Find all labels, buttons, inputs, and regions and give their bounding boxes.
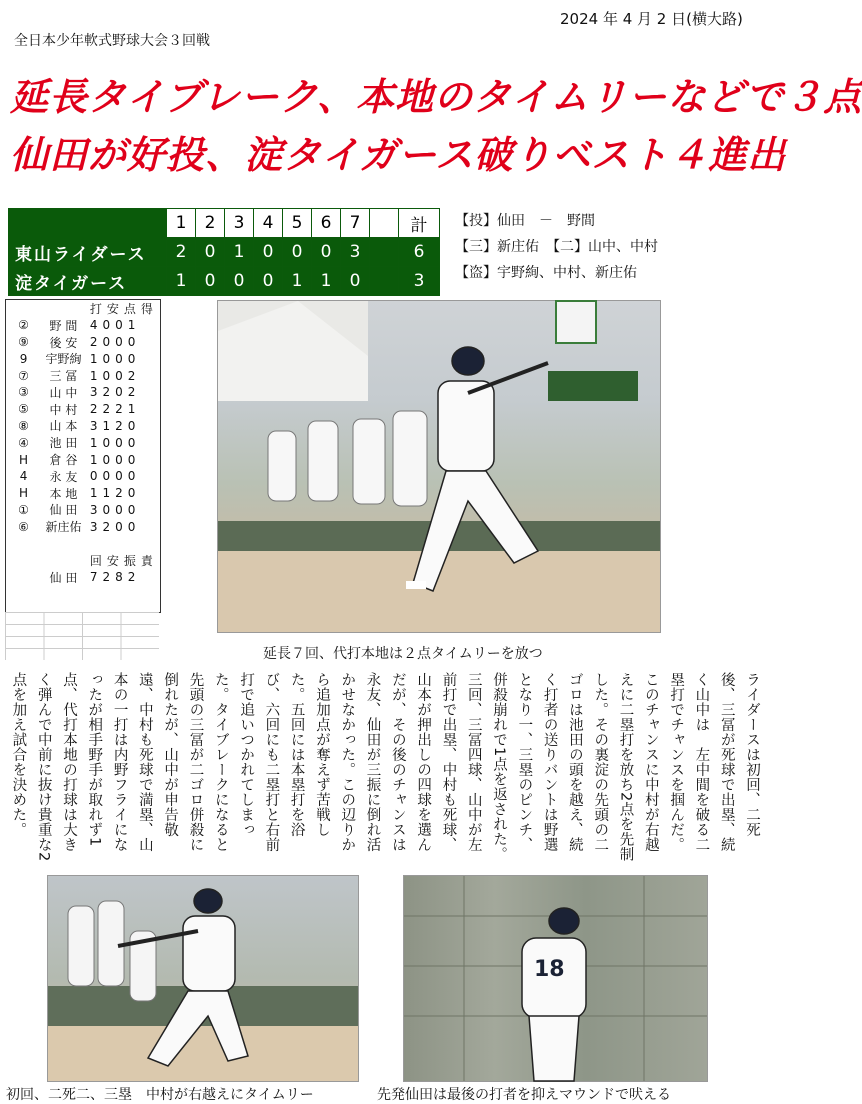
inning-runs: 0 [196, 238, 225, 267]
batter-row [6, 502, 160, 519]
inning-runs: 1 [283, 267, 312, 296]
inning-runs: 2 [167, 238, 196, 267]
batter-name: 池 田 [49, 436, 78, 451]
batter-name: 新庄佑 [45, 520, 82, 535]
batter-position: ④ [18, 435, 29, 450]
inning-header: 7 [341, 209, 370, 238]
team-row-home [9, 238, 440, 267]
team-row-away [9, 267, 440, 296]
inning-runs [370, 238, 399, 267]
batter-row [6, 468, 160, 485]
batter-name: 山 本 [49, 419, 78, 434]
batter-position: ⑤ [18, 402, 29, 417]
triples-doubles-note: 【三】新庄佑 【二】山中、中村 [455, 239, 658, 255]
batter-stats: 4001 [89, 318, 141, 333]
batter-stats: 1000 [89, 452, 141, 467]
batter-stats: 1002 [89, 368, 141, 383]
photo-illustration [404, 876, 707, 1081]
article-body: ライダースは初回、二死後、三冨が死球で出塁、続く山中は 左中間を破る二塁打でチャンスを掴んだ。このチャンスに中村が右越えに二塁打を放ち2点を先制した。その裏淀の先頭の二ゴロは池田の頭を越え、続く打者の送りバントは野選となり一、三塁のピンチ、併殺崩れで1点を返された。三回、三冨四球、山中が左前打で出塁、中村も死球、山本が押出しの四球を選んだが、その後のチャンスは永友、仙田が三振に倒れ活かせなかった。この辺りから追加点が奪えず苦戦した。五回には本塁打を浴び、六回にも二塁打と右前打で追いつかれてしまった。タイブレークになると先頭の三冨が二ゴロ併殺に倒れたが、山中が申告敬遠、中村も死球で満塁、山本の一打は内野フライになったが相手野手が取れず1点、代打本地の打球は大きく弾んで中前に抜け貴重な2点を加え試合を決めた。 [10, 672, 760, 862]
batter-stats: 0000 [89, 469, 141, 484]
batter-position: 4 [19, 469, 28, 484]
batter-position: ③ [18, 385, 29, 400]
inning-header: 4 [254, 209, 283, 238]
total-header: 計 [399, 209, 440, 238]
batter-name: 後 安 [49, 335, 78, 350]
batter-row [6, 334, 160, 351]
photo-first-inning-hit [47, 875, 359, 1082]
pitching-header-row [6, 552, 160, 569]
batter-name: 中 村 [49, 402, 78, 417]
pitchers-note: 【投】仙田 － 野間 [455, 213, 595, 229]
photo-caption: 初回、二死二、三塁 中村が右越えにタイムリー [6, 1087, 314, 1103]
batter-position: H [19, 486, 29, 501]
inning-runs: 0 [196, 267, 225, 296]
headline-primary: 延長タイブレーク、本地のタイムリーなどで３点 [10, 74, 862, 119]
batter-position: ① [18, 502, 29, 517]
batter-stats: 3000 [89, 502, 141, 517]
batter-position: ② [18, 318, 29, 333]
batter-position: 9 [19, 351, 28, 366]
batter-position: ⑨ [18, 334, 29, 349]
line-score-table [8, 208, 440, 296]
inning-runs: 0 [341, 267, 370, 296]
svg-text:18: 18 [534, 957, 565, 982]
batter-name: 倉 谷 [49, 453, 78, 468]
photo-caption: 先発仙田は最後の打者を抑えマウンドで吠える [377, 1087, 671, 1103]
batter-name: 永 友 [49, 469, 78, 484]
batter-stats: 2221 [89, 402, 141, 417]
inning-runs: 0 [254, 238, 283, 267]
headline-secondary: 仙田が好投、淀タイガース破りベスト４進出 [10, 132, 787, 177]
team-name: 淀タイガース [9, 267, 167, 296]
batter-row [6, 317, 160, 334]
box-score [5, 299, 161, 613]
inning-runs [370, 267, 399, 296]
inning-runs: 1 [225, 238, 254, 267]
team-total: 6 [399, 238, 440, 267]
game-notes [455, 208, 658, 286]
photo-caption: 延長７回、代打本地は２点タイムリーを放つ [263, 646, 543, 662]
batter-row [6, 401, 160, 418]
pitcher-name: 仙 田 [49, 570, 78, 585]
inning-runs: 1 [167, 267, 196, 296]
inning-header: 2 [196, 209, 225, 238]
photo-illustration [48, 876, 358, 1081]
inning-runs: 0 [254, 267, 283, 296]
inning-header: 3 [225, 209, 254, 238]
inning-header [370, 209, 399, 238]
photo-batter-swing [217, 300, 661, 633]
inning-runs: 1 [312, 267, 341, 296]
line-score-corner [9, 209, 167, 238]
pitching-header: 回安振責 [89, 553, 158, 568]
team-name: 東山ライダース [9, 238, 167, 267]
batter-row [6, 418, 160, 435]
batter-stats: 1000 [89, 435, 141, 450]
pitcher-stats: 7282 [89, 570, 141, 585]
photo-pitcher-celebrates [403, 875, 708, 1082]
batter-name: 三 冨 [49, 369, 78, 384]
batter-name: 山 中 [49, 385, 78, 400]
batter-row [6, 485, 160, 502]
batter-stats: 2000 [89, 334, 141, 349]
batter-stats: 3120 [89, 418, 141, 433]
batter-name: 仙 田 [49, 503, 78, 518]
inning-header: 1 [167, 209, 196, 238]
batter-name: 野 間 [49, 318, 78, 333]
batter-position: ⑦ [18, 368, 29, 383]
inning-header: 6 [312, 209, 341, 238]
box-spacer [6, 535, 160, 552]
batter-row [6, 518, 160, 535]
batter-stats: 3200 [89, 519, 141, 534]
batter-stats: 1000 [89, 351, 141, 366]
inning-runs: 0 [312, 238, 341, 267]
pitcher-row [6, 569, 160, 586]
inning-header: 5 [283, 209, 312, 238]
batter-position: ⑥ [18, 519, 29, 534]
batter-name: 宇野絢 [45, 352, 82, 367]
photo-illustration [218, 301, 660, 632]
batter-stats: 3202 [89, 385, 141, 400]
inning-runs: 3 [341, 238, 370, 267]
batter-row [6, 367, 160, 384]
inning-runs: 0 [283, 238, 312, 267]
box-header-row [6, 300, 160, 317]
batter-position: H [19, 452, 29, 467]
batter-row [6, 384, 160, 401]
batter-position: ⑧ [18, 418, 29, 433]
date-location: 2024 年 4 月 2 日(横大路) [560, 10, 743, 28]
batter-row [6, 451, 160, 468]
team-total: 3 [399, 267, 440, 296]
batter-stats: 1120 [89, 486, 141, 501]
steals-note: 【盗】宇野絢、中村、新庄佑 [455, 265, 637, 281]
batter-row [6, 350, 160, 367]
inning-runs: 0 [225, 267, 254, 296]
batting-header: 打安点得 [89, 301, 158, 316]
box-score-grid [5, 612, 159, 660]
batter-row [6, 434, 160, 451]
batter-name: 本 地 [49, 486, 78, 501]
event-title: 全日本少年軟式野球大会３回戦 [14, 33, 210, 49]
